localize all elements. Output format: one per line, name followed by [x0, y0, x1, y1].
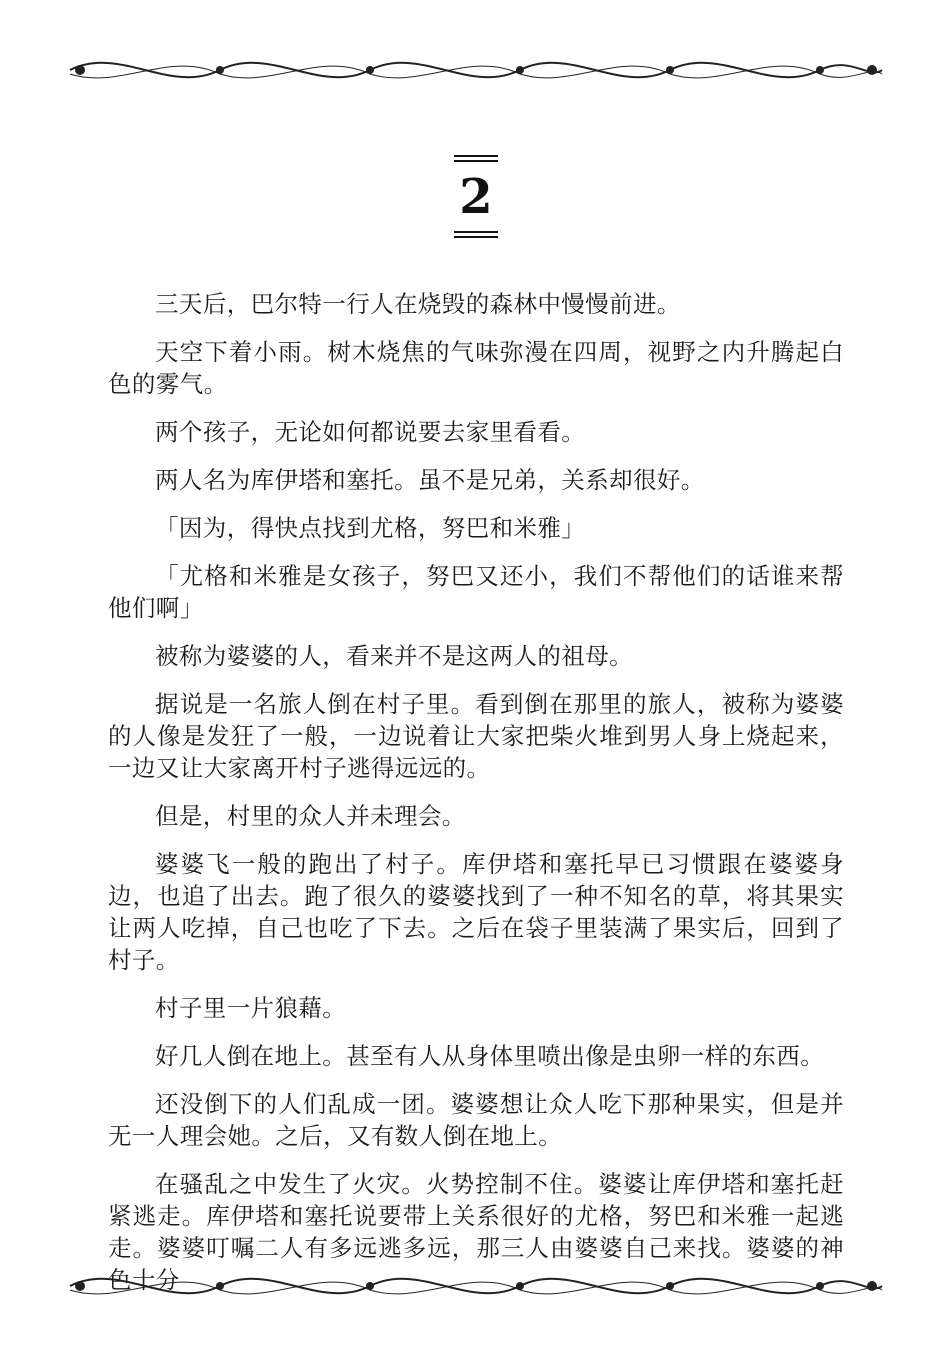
paragraph: 天空下着小雨。树木烧焦的气味弥漫在四周，视野之内升腾起白色的雾气。 — [108, 338, 844, 398]
paragraph: 两个孩子，无论如何都说要去家里看看。 — [155, 418, 586, 446]
paragraph: 好几人倒在地上。甚至有人从身体里喷出像是虫卵一样的东西。 — [155, 1042, 825, 1070]
rule — [454, 231, 498, 233]
chapter-number: 2 — [459, 169, 493, 225]
paragraph: 村子里一片狼藉。 — [155, 994, 347, 1022]
rule — [454, 155, 498, 157]
paragraph: 还没倒下的人们乱成一团。婆婆想让众人吃下那种果实，但是并无一人理会她。之后，又有数人倒在地上。 — [108, 1090, 844, 1150]
rule — [454, 236, 498, 238]
paragraph: 但是，村里的众人并未理会。 — [155, 802, 466, 830]
paragraph: 两人名为库伊塔和塞托。虽不是兄弟，关系却很好。 — [155, 466, 705, 494]
paragraph: 婆婆飞一般的跑出了村子。库伊塔和塞托早已习惯跟在婆婆身边，也追了出去。跑了很久的婆婆找到了一种不知名的草，将其果实让两人吃掉，自己也吃了下去。之后在袋子里装满了果实后，回到了村子。 — [108, 850, 844, 974]
paragraph: 「因为，得快点找到尤格，努巴和米雅」 — [155, 514, 586, 542]
paragraph: 被称为婆婆的人，看来并不是这两人的祖母。 — [155, 642, 633, 670]
paragraph: 在骚乱之中发生了火灾。火势控制不住。婆婆让库伊塔和塞托赶紧逃走。库伊塔和塞托说要带上关系很好的尤格，努巴和米雅一起逃走。婆婆叮嘱二人有多远逃多远，那三人由婆婆自己来找。婆婆的神色十分 — [108, 1170, 844, 1294]
body-text — [108, 288, 844, 1312]
paragraph: 据说是一名旅人倒在村子里。看到倒在那里的旅人，被称为婆婆的人像是发狂了一般，一边说着让大家把柴火堆到男人身上烧起来，一边又让大家离开村子逃得远远的。 — [108, 690, 844, 782]
chapter-heading — [0, 155, 952, 241]
top-ornamental-border — [60, 40, 892, 100]
paragraph: 三天后，巴尔特一行人在烧毁的森林中慢慢前进。 — [155, 290, 681, 318]
paragraph: 「尤格和米雅是女孩子，努巴又还小，我们不帮他们的话谁来帮他们啊」 — [108, 562, 844, 622]
bottom-ornamental-border — [60, 1256, 892, 1316]
rule — [454, 160, 498, 162]
